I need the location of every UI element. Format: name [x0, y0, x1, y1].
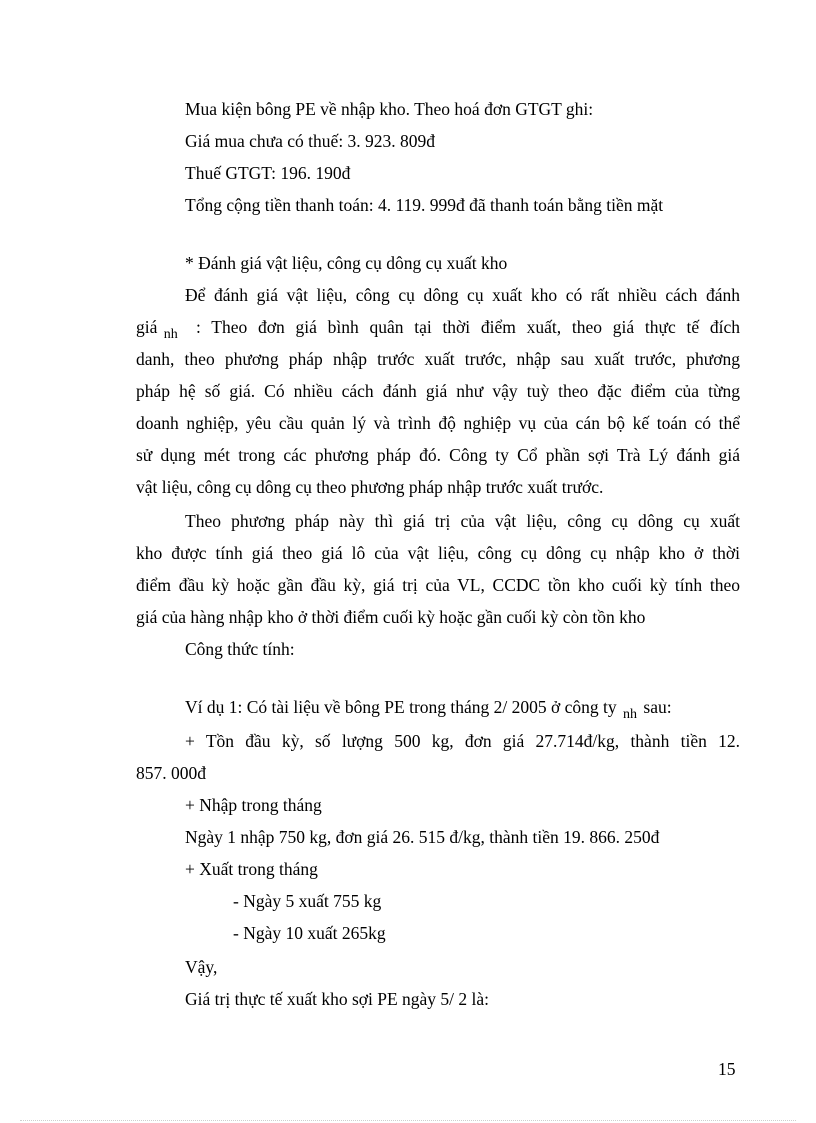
example-line: 857. 000đ	[136, 763, 206, 783]
example-line: Vậy,	[185, 957, 218, 977]
example-line: + Tồn đầu kỳ, số lượng 500 kg, đơn giá 27.714đ/kg, thành tiền 12.	[185, 731, 740, 751]
section-heading: * Đánh giá vật liệu, công cụ dông cụ xuất kho	[185, 253, 508, 273]
paragraph-line: kho được tính giá theo giá lô của vật liệu, công cụ dông cụ nhập kho ở thời	[136, 543, 740, 563]
example-line: - Ngày 10 xuất 265kg	[233, 923, 386, 943]
text-fragment: giá	[136, 317, 158, 337]
paragraph-line: Theo phương pháp này thì giá trị của vật liệu, công cụ dông cụ xuất	[185, 511, 740, 531]
page-number: 15	[718, 1059, 736, 1079]
paragraph-line: doanh nghiệp, yêu cầu quản lý và trình độ nghiệp vụ của cán bộ kế toán có thể	[136, 413, 740, 433]
page-bottom-border	[20, 1120, 796, 1121]
paragraph-line: : Theo đơn giá bình quân tại thời điểm xuất, theo giá thực tế đích	[196, 317, 740, 337]
example-line: Ngày 1 nhập 750 kg, đơn giá 26. 515 đ/kg, thành tiền 19. 866. 250đ	[185, 827, 660, 847]
paragraph-line: sử dụng mét trong các phương pháp đó. Công ty Cổ phần sợi Trà Lý đánh giá	[136, 445, 740, 465]
paragraph-line: pháp hệ số giá. Có nhiều cách đánh giá như vậy tuỳ theo đặc điểm của từng	[136, 381, 740, 401]
paragraph-line: Để đánh giá vật liệu, công cụ dông cụ xuất kho có rất nhiều cách đánh	[185, 285, 740, 305]
paragraph-line: vật liệu, công cụ dông cụ theo phương pháp nhập trước xuất trước.	[136, 477, 604, 497]
paragraph-line: giá của hàng nhập kho ở thời điểm cuối kỳ hoặc gần cuối kỳ còn tồn kho	[136, 607, 646, 627]
paragraph-line: danh, theo phương pháp nhập trước xuất trước, nhập sau xuất trước, phương	[136, 349, 740, 369]
text-fragment: Ví dụ 1: Có tài liệu về bông PE trong tháng 2/ 2005 ở công ty	[185, 697, 617, 717]
example-line: Giá trị thực tế xuất kho sợi PE ngày 5/ 2 là:	[185, 989, 490, 1009]
subscript-fragment: nh	[623, 707, 638, 722]
example-line: - Ngày 5 xuất 755 kg	[233, 891, 382, 911]
subscript-fragment: nh	[163, 327, 178, 342]
example-line: + Xuất trong tháng	[185, 859, 318, 879]
text-line: Tổng cộng tiền thanh toán: 4. 119. 999đ đã thanh toán bằng tiền mặt	[185, 195, 664, 215]
example-line: + Nhập trong tháng	[185, 795, 322, 815]
paragraph-line-sub	[136, 316, 180, 341]
paragraph-line: điểm đầu kỳ hoặc gần đầu kỳ, giá trị của VL, CCDC tồn kho cuối kỳ tính theo	[136, 575, 740, 595]
text-line: Giá mua chưa có thuế: 3. 923. 809đ	[185, 131, 436, 151]
example-line	[185, 696, 672, 721]
text-fragment: sau:	[643, 697, 672, 717]
text-line: Thuế GTGT: 196. 190đ	[185, 163, 351, 183]
formula-label: Công thức tính:	[185, 639, 295, 659]
text-line: Mua kiện bông PE về nhập kho. Theo hoá đơn GTGT ghi:	[185, 99, 594, 119]
